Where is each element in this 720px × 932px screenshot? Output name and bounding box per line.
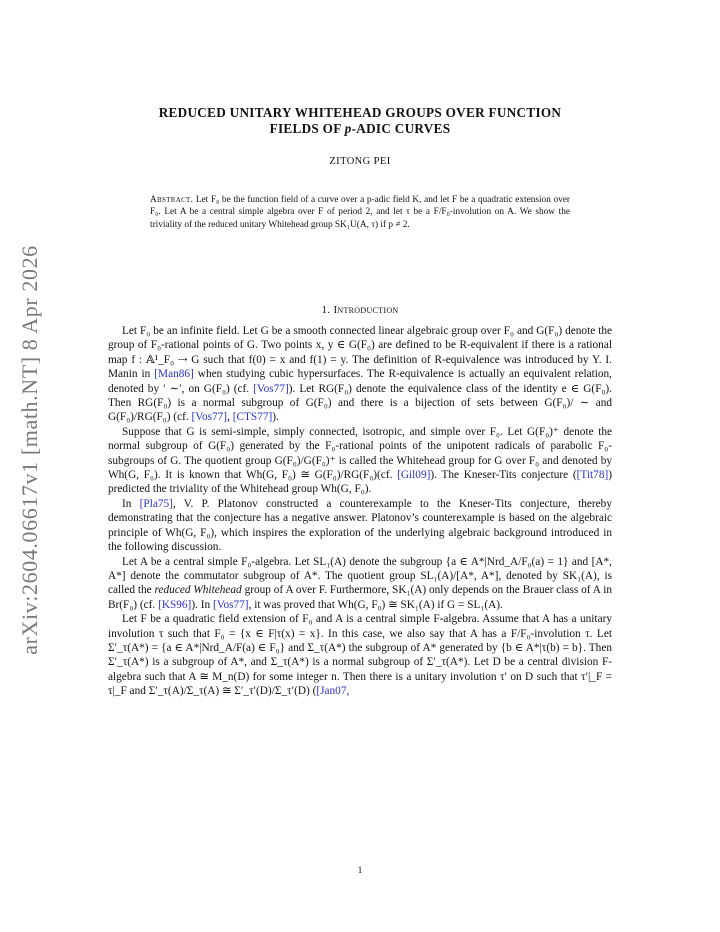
title-line-2-start: FIELDS OF xyxy=(269,121,345,136)
arxiv-id-text: arXiv:2604.06617v1 [math.NT] 8 Apr 2026 xyxy=(17,245,43,655)
citation-link[interactable]: [Vos77] xyxy=(191,411,228,424)
text-run: ). In xyxy=(191,598,213,611)
section-name: Introduction xyxy=(333,304,399,316)
page-number: 1 xyxy=(357,866,363,876)
abstract xyxy=(150,194,570,231)
text-run: when studying cubic hypersurfaces. The R-equivalence is actually an equivalent relation, denoted by ′ ∼′, on G(F₀) (cf. xyxy=(108,368,612,395)
text-run: In xyxy=(122,497,140,510)
text-run: , xyxy=(227,411,233,424)
citation-link[interactable]: [Gil09] xyxy=(397,469,431,482)
abstract-text: Let F₀ be the function field of a curve over a p-adic field K, and let F be a quadratic extension over F₀. Let A be a central simple algebra over F of period 2, and let τ be a F/F₀-involution on A. We show the triviality of the reduced unitary Whitehead group SK₁U(A, τ) if p ≠ 2. xyxy=(150,195,570,230)
title-p-symbol: p xyxy=(344,121,352,136)
citation-link[interactable]: [Vos77] xyxy=(212,598,249,611)
text-run: , V. P. Platonov constructed a counterexample to the Kneser-Tits conjecture, thereby demonstrating that the conjecture has a negative answer. Platonov’s counterexample is based on the algebraic principle of Wh(G, F₀), which inspires the exploration of the underlying algebraic background introduced in the following discussion. xyxy=(108,497,612,554)
emphasis: reduced Whitehead xyxy=(154,584,242,597)
paragraph-3 xyxy=(108,497,612,555)
section-number: 1. xyxy=(321,304,331,316)
author-name: ZITONG PEI xyxy=(329,156,391,167)
arxiv-identifier-stamp xyxy=(8,245,52,655)
text-run: , it was proved that Wh(G, F₀) ≅ SK₁(A) if G = SL₁(A). xyxy=(248,598,503,611)
paragraph-4 xyxy=(108,555,612,613)
citation-link[interactable]: [Man86] xyxy=(154,368,194,381)
title-line-1: REDUCED UNITARY WHITEHEAD GROUPS OVER FUNCTION xyxy=(158,105,562,120)
citation-link[interactable]: [CTS77] xyxy=(232,411,273,424)
citation-link[interactable]: [KS96] xyxy=(158,598,192,611)
abstract-label: Abstract. xyxy=(150,195,194,205)
text-run: ) predicted the triviality of the Whitehead group Wh(G, F₀). xyxy=(108,469,612,496)
paragraph-5 xyxy=(108,612,612,698)
text-run: ). Let RG(F₀) denote the equivalence class of the identity e ∈ G(F₀). Then RG(F₀) is a normal subgroup of G(F₀) and there is a bijection of sets between G(F₀)/ ∼ and G(F₀)/RG(F₀) (cf. xyxy=(108,382,612,424)
citation-link[interactable]: [Pla75] xyxy=(139,497,173,510)
text-run: group of A over F. Furthermore, SK₁(A) only depends on the Brauer class of A in Br(F₀) (cf. xyxy=(108,584,613,611)
body-text xyxy=(108,324,612,699)
paper-title xyxy=(104,105,616,137)
section-heading xyxy=(104,304,616,316)
title-line-2 xyxy=(104,121,616,137)
title-line-2-end: -ADIC CURVES xyxy=(351,121,451,136)
text-run: Suppose that G is semi-simple, simply connected, isotropic, and simple over F₀. Let G(F₀)⁺ denote the normal subgroup of G(F₀) generated by the F₀-rational points of the unipotent radicals of parabolic F₀-subgroups of G. The quotient group G(F₀)/G(F₀)⁺ is called the Whitehead group for G over F₀ and denoted by Wh(G, F₀). It is known that Wh(G, F₀) ≅ G(F₀)/RG(F₀)(cf. xyxy=(108,425,612,482)
citation-link[interactable]: [Tit78] xyxy=(576,469,609,482)
citation-link[interactable]: [Jan07, xyxy=(316,685,350,698)
text-run: Let F₀ be an infinite field. Let G be a smooth connected linear algebraic group over F₀ and G(F₀) denote the group of F₀-rational points of G. Two points x, y ∈ G(F₀) are defined to be R-equivalent if there is a rational map f : 𝔸¹_F₀ ⇢ G such that f(0) = x and f(1) = y. The definition of R-equivalence was introduced by Y. I. Manin in xyxy=(108,325,612,381)
text-run: ). xyxy=(272,411,279,424)
text-run: Let A be a central simple F₀-algebra. Let SL₁(A) denote the subgroup {a ∈ A*|Nrd_A/F₀(a) = 1} and [A*, A*] denote the commutator subgroup of A*. The quotient group SL₁(A)/[A*, A*], denoted by SK₁(A), is called the xyxy=(108,555,612,597)
paragraph-1 xyxy=(108,324,612,425)
text-run: Let F be a quadratic field extension of F₀ and A is a central simple F-algebra. Assume that A has a unitary involution τ such that F₀ = {x ∈ F|τ(x) = x}. In this case, we also say that A has a F/F₀-involution τ. Let Σ′_τ(A*) = {a ∈ A*|Nrd_A/F(a) ∈ F₀} and Σ_τ(A*) the subgroup of A* generated by {b ∈ A*|τ(b) = b}. Then Σ′_τ(A*) is a subgroup of A*, and Σ_τ(A*) is a normal subgroup of Σ′_τ(A*). Let D be a central division F-algebra such that A ≅ M_n(D) for some integer n. Then there is a unitary involution τ′ on D such that τ′|_F = τ|_F and Σ′_τ(A)/Σ_τ(A) ≅ Σ′_τ′(D)/Σ_τ′(D) ( xyxy=(108,613,612,698)
paragraph-2 xyxy=(108,425,612,497)
citation-link[interactable]: [Vos77] xyxy=(253,382,289,395)
text-run: ). The Kneser-Tits conjecture ( xyxy=(430,469,577,482)
